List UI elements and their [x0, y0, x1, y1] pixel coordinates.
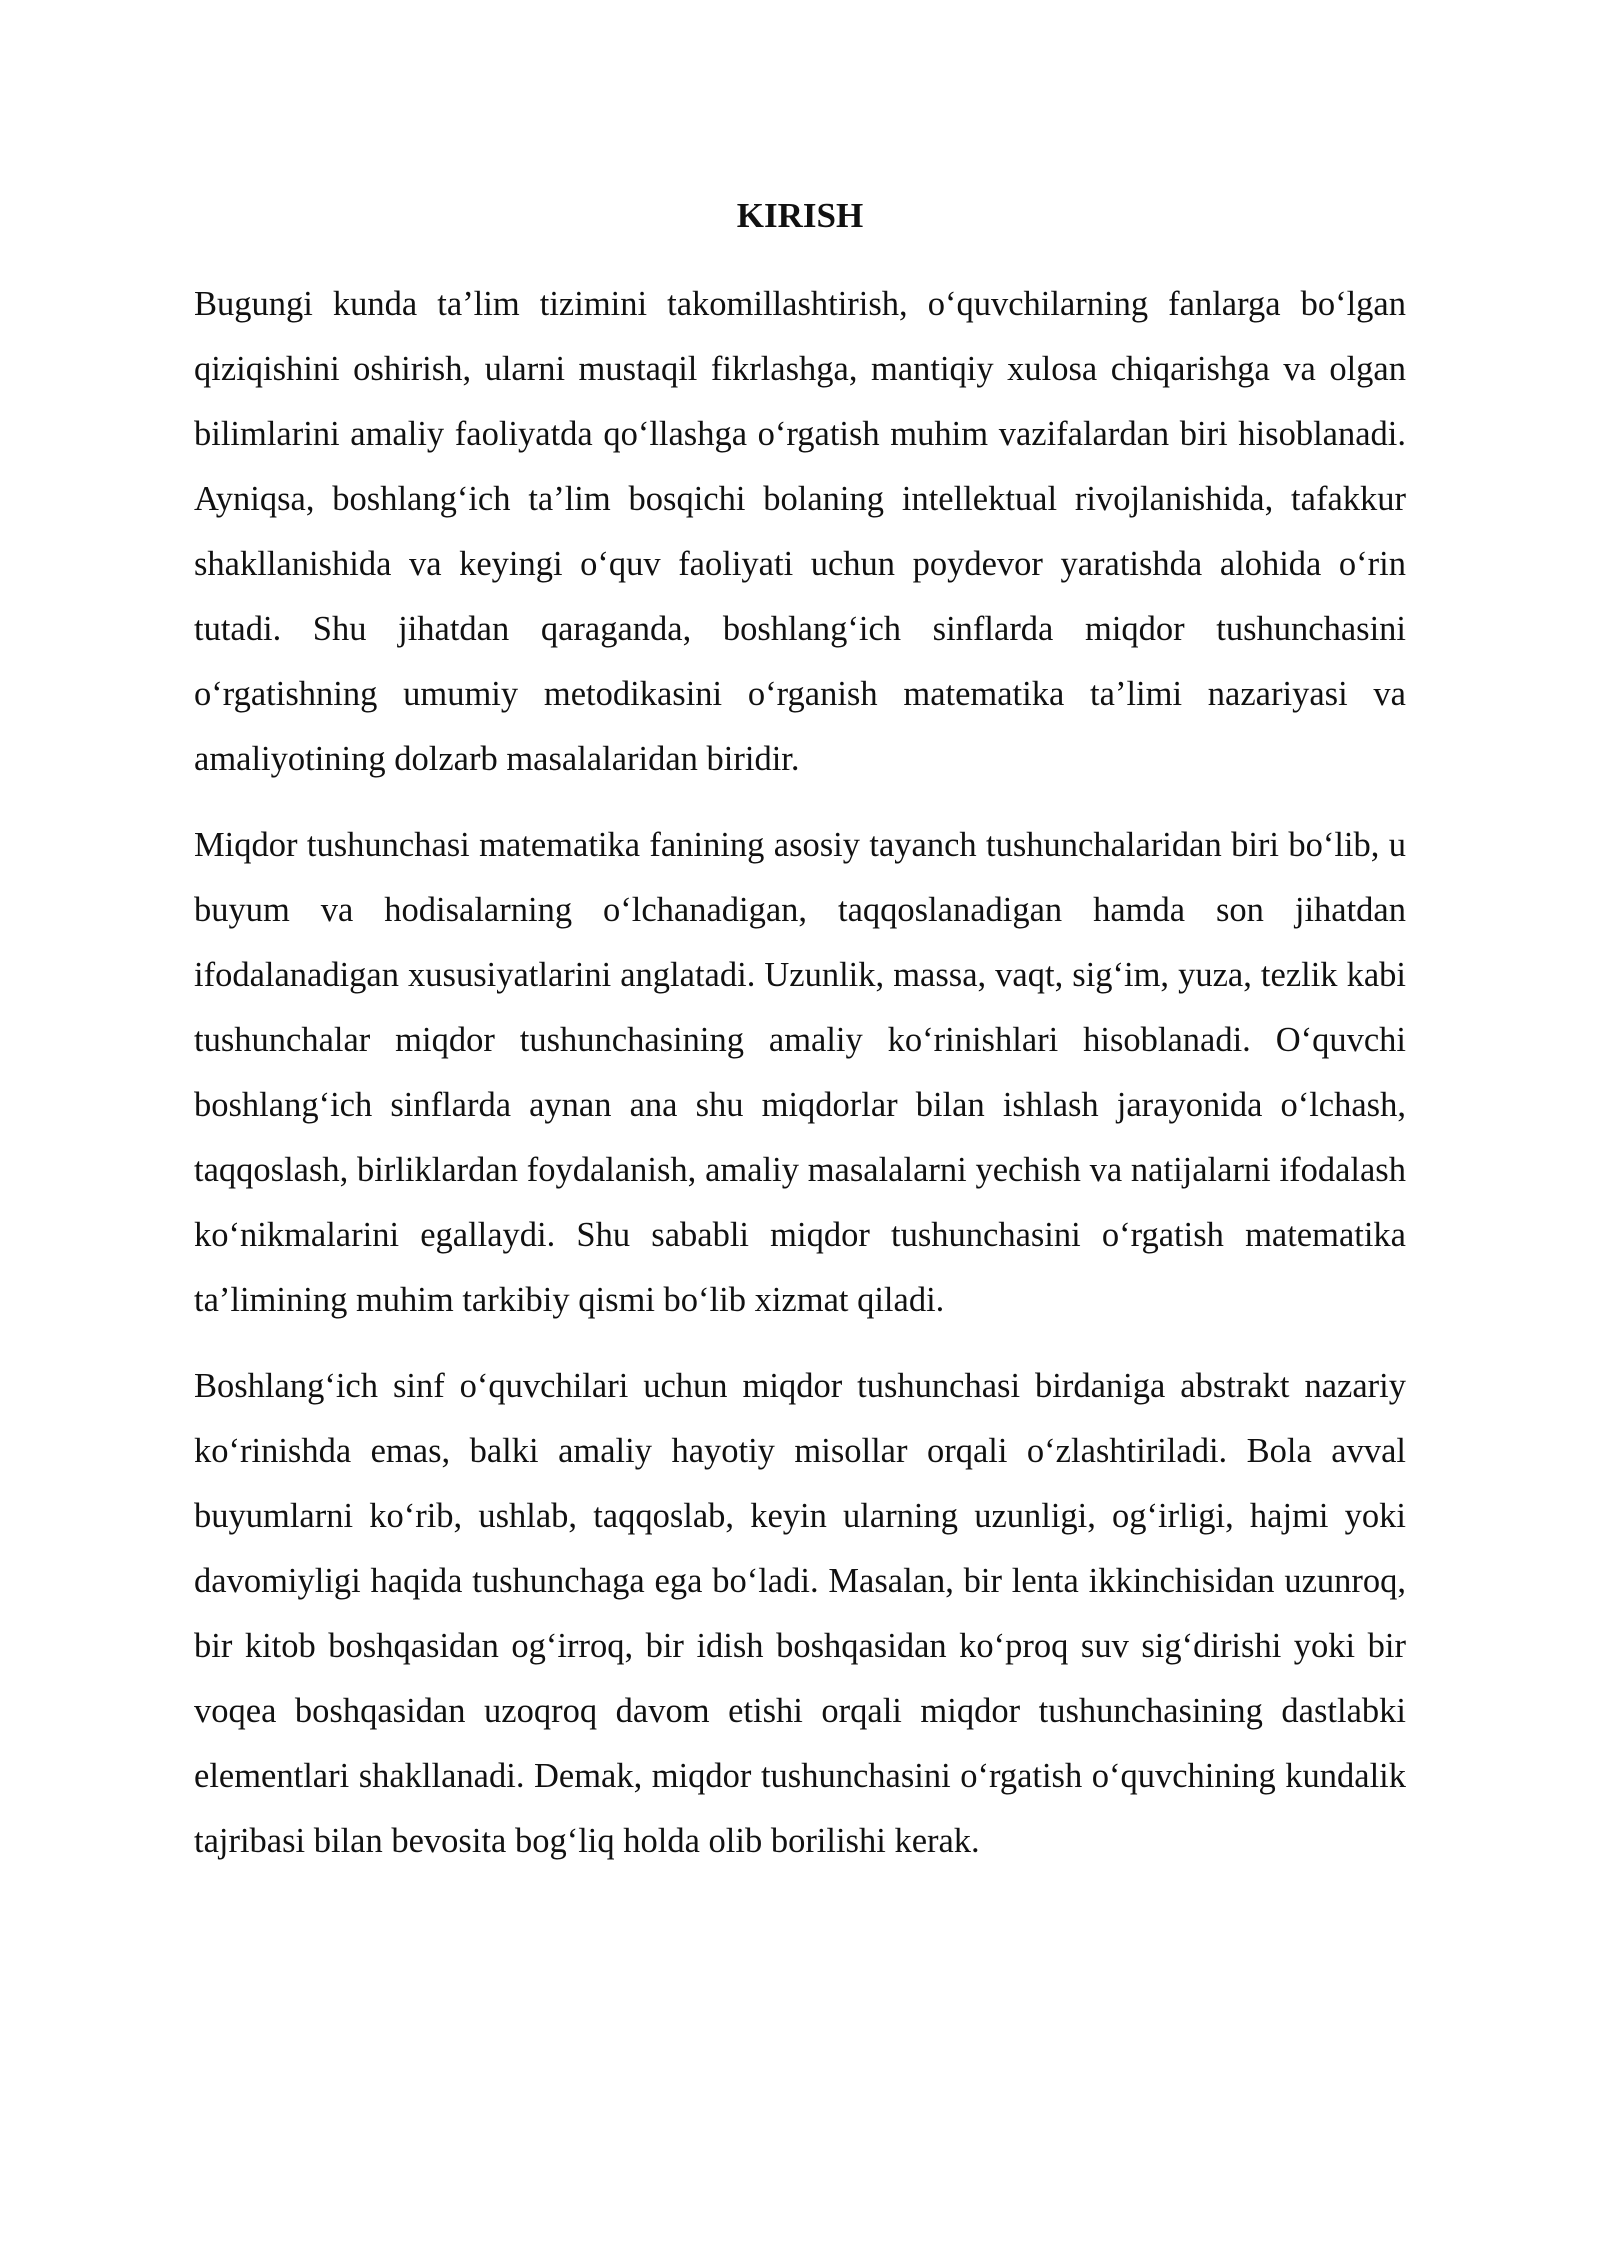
page-title: KIRISH	[736, 196, 864, 235]
paragraph-2: Miqdor tushunchasi matematika fanining asosiy tayanch tushunchalaridan biri bo‘lib, u buyum va hodisalarning o‘lchanadigan, taqqoslanadigan hamda son jihatdan ifodalanadigan xususiyatlarini anglatadi. Uzunlik, massa, vaqt, sig‘im, yuza, tezlik kabi tushunchalar miqdor tushunchasining amaliy ko‘rinishlari hisoblanadi. O‘quvchi boshlang‘ich sinflarda aynan ana shu miqdorlar bilan ishlash jarayonida o‘lchash, taqqoslash, birliklardan foydalanish, amaliy masalalarni yechish va natijalarni ifodalash ko‘nikmalarini egallaydi. Shu sababli miqdor tushunchasini o‘rgatish matematika ta’limining muhim tarkibiy qismi bo‘lib xizmat qiladi.	[194, 826, 1406, 1319]
document-page	[194, 190, 1406, 1895]
paragraph-3: Boshlang‘ich sinf o‘quvchilari uchun miqdor tushunchasi birdaniga abstrakt nazariy ko‘rinishda emas, balki amaliy hayotiy misollar orqali o‘zlashtiriladi. Bola avval buyumlarni ko‘rib, ushlab, taqqoslab, keyin ularning uzunligi, og‘irligi, hajmi yoki davomiyligi haqida tushunchaga ega bo‘ladi. Masalan, bir lenta ikkinchisidan uzunroq, bir kitob boshqasidan og‘irroq, bir idish boshqasidan ko‘proq suv sig‘dirishi yoki bir voqea boshqasidan uzoqroq davom etishi orqali miqdor tushunchasining dastlabki elementlari shakllanadi. Demak, miqdor tushunchasini o‘rgatish o‘quvchining kundalik tajribasi bilan bevosita bog‘liq holda olib borilishi kerak.	[194, 1367, 1406, 1860]
paragraph-1: Bugungi kunda ta’lim tizimini takomillashtirish, o‘quvchilarning fanlarga bo‘lgan qiziqishini oshirish, ularni mustaqil fikrlashga, mantiqiy xulosa chiqarishga va olgan bilimlarini amaliy faoliyatda qo‘llashga o‘rgatish muhim vazifalardan biri hisoblanadi. Ayniqsa, boshlang‘ich ta’lim bosqichi bolaning intellektual rivojlanishida, tafakkur shakllanishida va keyingi o‘quv faoliyati uchun poydevor yaratishda alohida o‘rin tutadi. Shu jihatdan qaraganda, boshlang‘ich sinflarda miqdor tushunchasini o‘rgatishning umumiy metodikasini o‘rganish matematika ta’limi nazariyasi va amaliyotining dolzarb masalalaridan biridir.	[194, 285, 1406, 778]
